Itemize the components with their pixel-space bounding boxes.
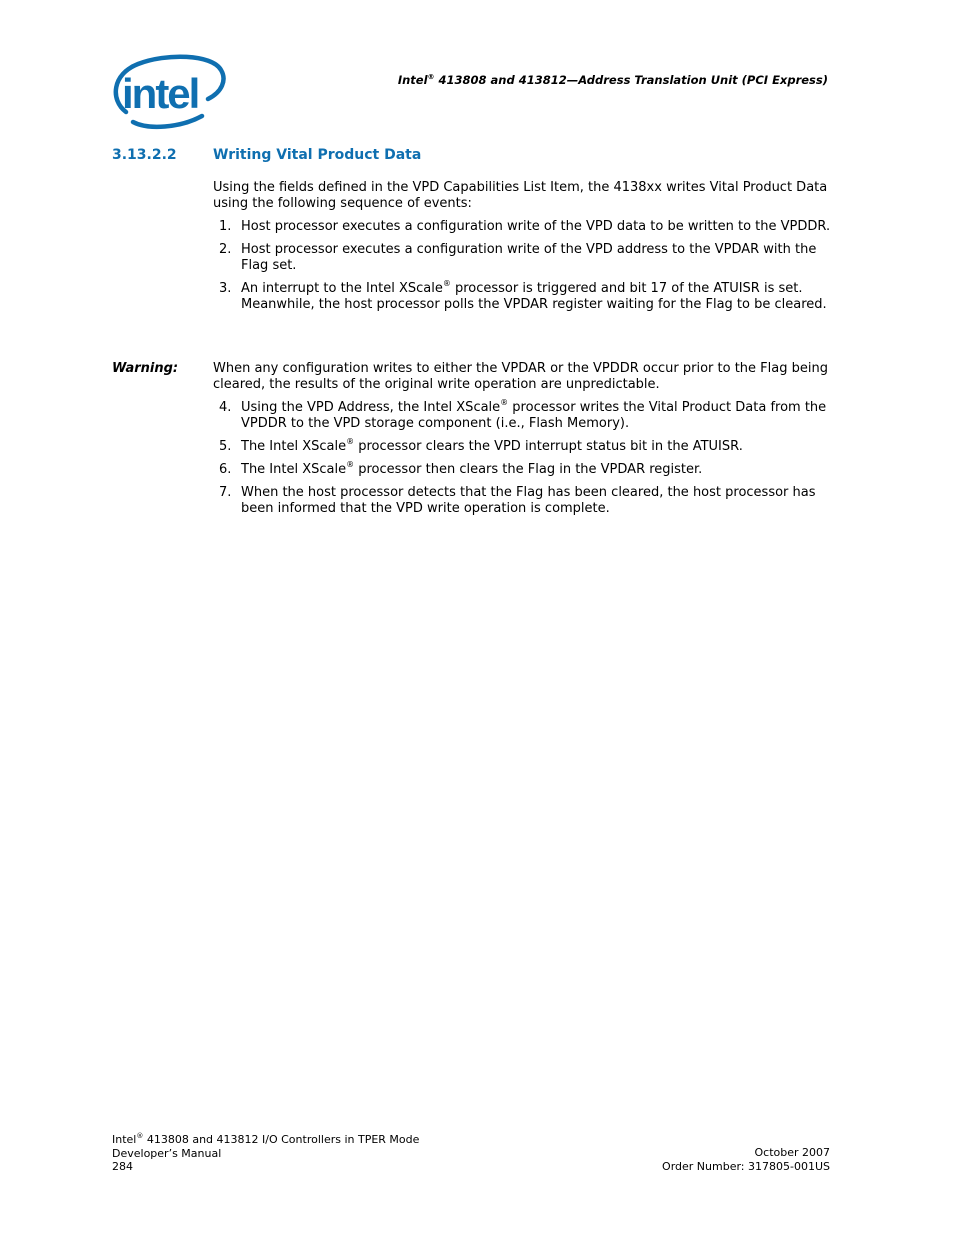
intel-logo-icon: [108, 50, 228, 132]
registered-mark: ®: [500, 398, 509, 407]
footer-reg-mark: ®: [136, 1132, 144, 1140]
warning-text: When any configuration writes to either the VPDAR or the VPDDR occur prior to the Flag being cleared, the results of the original write operation are unpredictable.: [213, 361, 828, 392]
section-heading: [112, 147, 421, 163]
step-text-post: processor is triggered and bit 17 of the ATUISR is set. Meanwhile, the host processor polls the VPDAR register waiting for the Flag to be cleared.: [241, 281, 827, 312]
step-number: 5.: [219, 439, 232, 454]
step-text-pre: The Intel XScale: [241, 462, 347, 477]
footer-manual-name: Developer’s Manual: [112, 1146, 222, 1160]
step-text-pre: An interrupt to the Intel XScale: [241, 281, 443, 296]
step-number: 2.: [219, 242, 232, 257]
list-item: [213, 462, 833, 478]
section-title: Writing Vital Product Data: [213, 147, 422, 163]
footer-left: [112, 1133, 419, 1174]
list-item: [213, 400, 833, 432]
list-item: [213, 485, 833, 517]
step-list-second: [213, 400, 833, 524]
footer-title-text: 413808 and 413812 I/O Controllers in TPER Mode: [143, 1133, 420, 1146]
page-number: 284: [112, 1160, 133, 1173]
step-number: 6.: [219, 462, 232, 477]
running-header: [398, 73, 828, 87]
list-item: [213, 219, 833, 235]
list-item: [213, 242, 833, 274]
step-text-post: processor then clears the Flag in the VPDAR register.: [354, 462, 703, 477]
step-text: Host processor executes a configuration write of the VPD data to be written to the VPDDR.: [241, 219, 831, 234]
footer-order-number: Order Number: 317805-001US: [662, 1159, 830, 1173]
intel-logo: [108, 50, 228, 132]
step-text: [241, 439, 743, 454]
list-item: [213, 439, 833, 455]
logo-wordmark: intel: [122, 70, 199, 117]
registered-mark: ®: [442, 279, 451, 288]
footer-date: October 2007: [754, 1146, 830, 1159]
header-reg-mark: ®: [427, 73, 435, 81]
intro-paragraph: Using the fields defined in the VPD Capabilities List Item, the 4138xx writes Vital Product Data using the following sequence of events:: [213, 180, 828, 211]
step-number: 4.: [219, 400, 232, 415]
step-text-post: processor writes the Vital Product Data from the VPDDR to the VPD storage component (i.e., Flash Memory).: [241, 400, 827, 431]
list-item: [213, 281, 833, 313]
registered-mark: ®: [346, 437, 355, 446]
registered-mark: ®: [346, 460, 355, 469]
footer-right: [662, 1146, 830, 1173]
header-title-text: 413808 and 413812—Address Translation Unit (PCI Express): [434, 73, 828, 87]
step-number: 7.: [219, 485, 232, 500]
step-text: [241, 400, 826, 431]
footer-title: [112, 1133, 419, 1147]
step-text-pre: Using the VPD Address, the Intel XScale: [241, 400, 501, 415]
step-list-first: [213, 219, 833, 320]
step-number: 3.: [219, 281, 232, 296]
step-text-post: processor clears the VPD interrupt status bit in the ATUISR.: [354, 439, 743, 454]
step-text: [241, 281, 827, 312]
warning-label: Warning:: [112, 361, 179, 376]
step-text-pre: The Intel XScale: [241, 439, 347, 454]
step-text: When the host processor detects that the Flag has been cleared, the host processor has been informed that the VPD write operation is complete.: [241, 485, 816, 516]
step-number: 1.: [219, 219, 232, 234]
step-text: [241, 462, 702, 477]
step-text: Host processor executes a configuration write of the VPD address to the VPDAR with the Flag set.: [241, 242, 817, 273]
footer-brand: Intel: [112, 1133, 137, 1146]
section-number: 3.13.2.2: [112, 147, 177, 163]
header-brand: Intel: [397, 73, 428, 87]
